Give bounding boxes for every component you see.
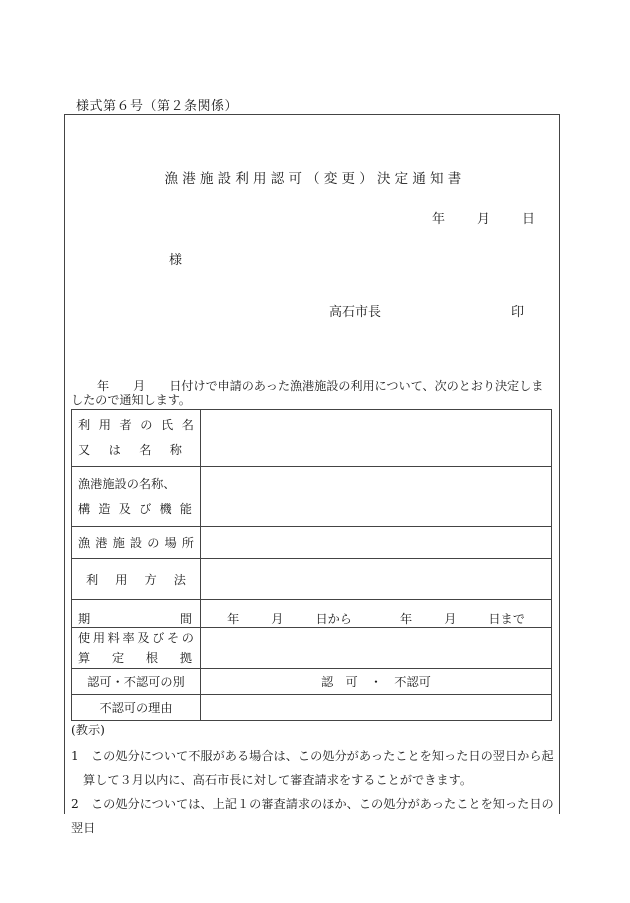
intro-body: 日付けで申請のあった漁港施設の利用について、次のとおり決定しましたので通知します。 — [71, 379, 544, 407]
intro-year: 年 — [97, 379, 110, 393]
value-decision[interactable]: 認 可 ・ 不認可 — [201, 669, 552, 695]
row-method — [72, 559, 552, 600]
row-period — [72, 600, 552, 628]
label-facility: 漁港施設の名称、 構 造 及 び 機 能 — [72, 467, 201, 527]
value-fee[interactable] — [201, 628, 552, 669]
label-location: 漁 港 施 設 の 場 所 — [72, 527, 201, 559]
notice-frame — [64, 114, 560, 835]
intro-text — [71, 379, 555, 407]
notes-heading: (教示) — [71, 723, 105, 737]
issuer-name: 高石市長 — [329, 305, 382, 320]
date-month: 月 — [476, 212, 490, 227]
value-method[interactable] — [201, 559, 552, 600]
issue-date — [400, 208, 535, 227]
date-year: 年 — [431, 212, 445, 227]
label-period: 期 間 — [72, 600, 201, 628]
notes-section — [71, 721, 555, 840]
label-decision: 認可・不認可の別 — [72, 669, 201, 695]
form-reference: 様式第６号（第２条関係） — [76, 99, 239, 114]
intro-month: 月 — [133, 379, 146, 393]
row-location — [72, 527, 552, 559]
row-facility — [72, 467, 552, 527]
note-item-1: 1 この処分について不服がある場合は、この処分があったことを知った日の翌日から起算して３月以内に、高石市長に対して審査請求をすることができます。 — [71, 749, 554, 787]
row-decision — [72, 669, 552, 695]
value-period[interactable]: 年 月 日から 年 月 日まで — [201, 600, 552, 628]
details-table — [71, 409, 552, 721]
value-user-name[interactable] — [201, 410, 552, 467]
note-item-2: 2 この処分については、上記１の審査請求のほか、この処分があったことを知った日の翌日 — [71, 797, 554, 835]
value-location[interactable] — [201, 527, 552, 559]
seal-mark: 印 — [511, 305, 525, 320]
label-user-name: 利 用 者 の 氏 名 又 は 名 称 — [72, 410, 201, 467]
label-reason: 不認可の理由 — [72, 695, 201, 721]
value-facility[interactable] — [201, 467, 552, 527]
document-title: 漁港施設利用認可（変更）決定通知書 — [164, 171, 466, 187]
row-user-name — [72, 410, 552, 467]
date-day: 日 — [521, 212, 535, 227]
addressee-suffix: 様 — [169, 253, 183, 268]
label-method: 利 用 方 法 — [72, 559, 201, 600]
value-reason[interactable] — [201, 695, 552, 721]
row-fee — [72, 628, 552, 669]
row-reason — [72, 695, 552, 721]
label-fee: 使 用 料 率 及 び そ の 算 定 根 拠 — [72, 628, 201, 669]
